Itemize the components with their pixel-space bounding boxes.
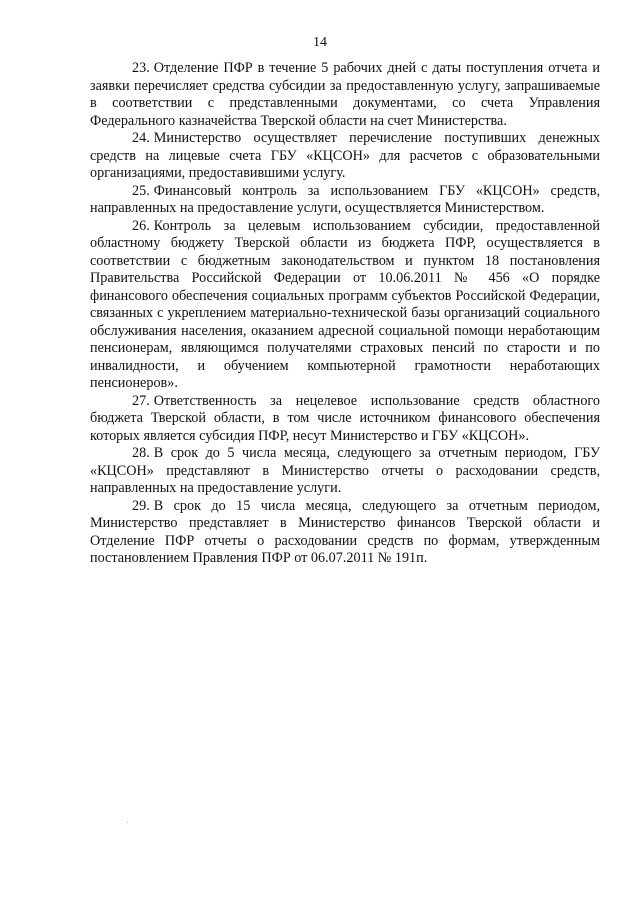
paragraph-text: В срок до 15 числа месяца, следующего за отчетным периодом, Министерство представляет в Министерство финансов Тверской области и Отделение ПФР отчеты о расходовании средств по формам, утвержденным постановлением Правления ПФР от 06.07.2011 № 191п. (90, 497, 600, 566)
paragraph-number: 29. (132, 497, 150, 514)
page-number: 14 (313, 35, 327, 50)
paragraph-text: Финансовый контроль за использованием ГБУ «КЦСОН» средств, направленных на предоставление услуги, осуществляется Министерством. (90, 182, 600, 216)
paragraph-26 (90, 218, 600, 393)
paragraph-text: В срок до 5 числа месяца, следующего за отчетным периодом, ГБУ «КЦСОН» представляют в Министерство отчеты о расходовании средств, направленных на предоставление услуги. (90, 445, 600, 496)
paragraph-number: 24. (132, 130, 150, 146)
paragraph-27 (90, 393, 600, 446)
paragraph-number: 23. (132, 60, 150, 76)
paragraph-28 (90, 445, 600, 498)
paragraph-number: 27. (132, 392, 150, 409)
paragraph-text: Контроль за целевым использованием субсидии, предоставленной областному бюджету Тверской области из бюджета ПФР, осуществляется в соответствии с бюджетным законодательством и пунктом 18 постановления Правительства Российской Федерации от 10.06.2011 № 456 «О порядке финансового обеспечения социальных программ субъектов Российской Федерации, связанных с укреплением материально-технической базы организаций социального обслуживания населения, оказанием адресной социальной помощи неработающим пенсионерам, являющимся получателями страховых пенсий по старости и по инвалидности, и обучением компьютерной грамотности неработающих пенсионеров». (90, 217, 600, 391)
paragraph-text: Ответственность за нецелевое использование средств областного бюджета Тверской области, в том числе источником финансового обеспечения которых является субсидия ПФР, несут Министерство и ГБУ «КЦСОН». (90, 392, 600, 444)
paragraph-25 (90, 183, 600, 218)
paragraph-number: 25. (132, 182, 150, 199)
paragraph-24 (90, 130, 600, 183)
paragraph-number: 26. (132, 217, 150, 234)
paragraph-text: Министерство осуществляет перечисление поступивших денежных средств на лицевые счета ГБУ «КЦСОН» для расчетов с образовательными организациями, предоставившими услугу. (90, 130, 600, 181)
paragraph-23 (90, 60, 600, 130)
paragraph-number: 28. (132, 445, 150, 461)
paragraph-29 (90, 498, 600, 568)
paragraph-text: Отделение ПФР в течение 5 рабочих дней с даты поступления отчета и заявки перечисляет средства субсидии за предоставленную услугу, запрашиваемые в соответствии с представленными документами, со счета Управления Федерального казначейства Тверской области на счет Министерства. (90, 60, 600, 129)
scan-speck (127, 822, 128, 823)
document-body (90, 60, 600, 568)
